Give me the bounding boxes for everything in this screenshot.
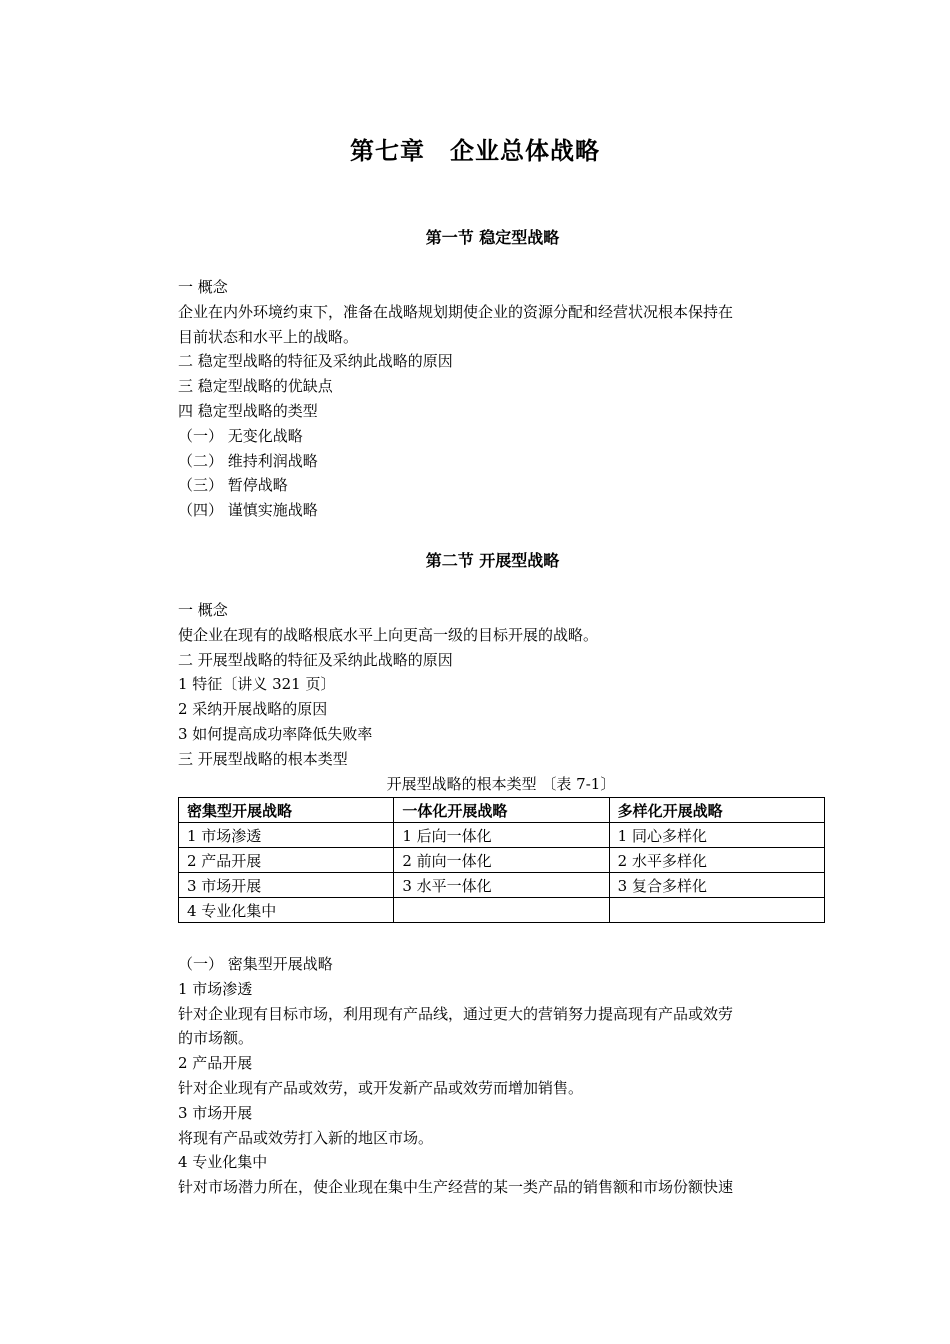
list-item: （二） 维持利润战略 [178, 451, 318, 470]
table-header-cell: 多样化开展战略 [609, 798, 824, 823]
heading-basic-types: 三 开展型战略的根本类型 [178, 749, 348, 768]
table-row [179, 823, 825, 848]
list-item: 1 特征〔讲义 321 页〕 [178, 675, 336, 694]
heading-pros-cons: 三 稳定型战略的优缺点 [178, 377, 333, 396]
paragraph-line: 企业在内外环境约束下，准备在战略规划期使企业的资源分配和经营状况根本保持在 [178, 302, 734, 321]
paragraph-line: 的市场额。 [178, 1029, 254, 1048]
heading-concept: 一 概念 [178, 278, 228, 296]
table-cell: 3 复合多样化 [609, 873, 824, 898]
heading-concept: 一 概念 [178, 601, 228, 619]
section-2-continued [178, 952, 818, 1200]
heading-types: 四 稳定型战略的类型 [178, 401, 318, 420]
table-cell: 1 后向一体化 [394, 823, 609, 848]
paragraph-line: 将现有产品或效劳打入新的地区市场。 [178, 1128, 434, 1147]
table-cell: 2 水平多样化 [609, 848, 824, 873]
table-cell: 2 产品开展 [179, 848, 394, 873]
chapter-title: 第七章 企业总体战略 [350, 137, 600, 165]
paragraph-line: 目前状态和水平上的战略。 [178, 327, 359, 346]
list-item: 3 市场开展 [178, 1103, 253, 1122]
list-item: 4 专业化集中 [178, 1153, 268, 1172]
list-item: 3 如何提高成功率降低失败率 [178, 724, 373, 743]
section-title-2: 第二节 开展型战略 [425, 551, 560, 570]
list-item: 2 采纳开展战略的原因 [178, 700, 328, 719]
table-row [179, 873, 825, 898]
table-cell: 1 市场渗透 [179, 823, 394, 848]
table-header-row [179, 798, 825, 823]
table-cell [394, 898, 609, 923]
section-title-1: 第一节 稳定型战略 [425, 228, 560, 247]
table-header-cell: 密集型开展战略 [179, 798, 394, 823]
paragraph-line: 使企业在现有的战略根底水平上向更高一级的目标开展的战略。 [178, 625, 599, 644]
paragraph-line: 针对市场潜力所在，使企业现在集中生产经营的某一类产品的销售额和市场份额快速 [178, 1178, 734, 1197]
list-item: （四） 谨慎实施战略 [178, 501, 318, 520]
table-cell: 3 市场开展 [179, 873, 394, 898]
list-item: （一） 无变化战略 [178, 426, 303, 445]
table-cell: 1 同心多样化 [609, 823, 824, 848]
paragraph-line: 针对企业现有产品或效劳，或开发新产品或效劳而增加销售。 [178, 1078, 584, 1097]
table-cell: 3 水平一体化 [394, 873, 609, 898]
table-cell: 4 专业化集中 [179, 898, 394, 923]
section-1-body [178, 275, 818, 523]
section-2-body [178, 598, 818, 772]
table-cell [609, 898, 824, 923]
table-header-cell: 一体化开展战略 [394, 798, 609, 823]
table-row [179, 848, 825, 873]
list-item: 1 市场渗透 [178, 979, 253, 998]
list-item: （三） 暂停战略 [178, 476, 288, 495]
heading-features: 二 开展型战略的特征及采纳此战略的原因 [178, 650, 453, 669]
strategy-types-table [178, 797, 825, 923]
table-cell: 2 前向一体化 [394, 848, 609, 873]
table-row [179, 898, 825, 923]
heading-intensive: （一） 密集型开展战略 [178, 955, 333, 973]
table-caption: 开展型战略的根本类型 〔表 7-1〕 [386, 775, 616, 793]
list-item: 2 产品开展 [178, 1054, 253, 1073]
heading-features: 二 稳定型战略的特征及采纳此战略的原因 [178, 352, 453, 371]
paragraph-line: 针对企业现有目标市场，利用现有产品线，通过更大的营销努力提高现有产品或效劳 [178, 1004, 734, 1023]
